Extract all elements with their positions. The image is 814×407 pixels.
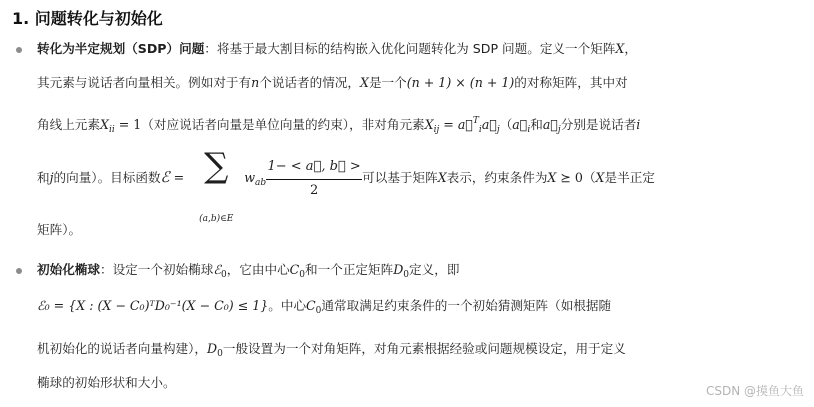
sdp-line-3 [37, 112, 640, 139]
sdp-line-1 [37, 40, 637, 58]
math-j: j [49, 170, 54, 185]
text: 一般设置为一个对角矩阵，对角元素根据经验或问题规模设定，用于定义 [222, 341, 626, 356]
section-heading: 1. 问题转化与初始化 [12, 9, 163, 28]
math-E0: ℰ [213, 262, 221, 277]
text: 的对称矩阵，其中对 [514, 75, 628, 90]
math-i: i [636, 117, 641, 132]
math-eq: = 1 [114, 117, 142, 132]
sdp-line-2 [37, 74, 628, 92]
text: 个说话者的情况， [259, 75, 360, 90]
math-sub: 0 [217, 349, 223, 359]
math-sub: ab [254, 178, 267, 188]
math-aj: a⃗ [542, 117, 558, 132]
math-ellipsoid-formula: ℰ₀ = {X : (X − C₀)ᵀD₀⁻¹(X − C₀) ≤ 1} [37, 298, 269, 313]
math-C0: C [306, 298, 316, 313]
text: 和 [37, 170, 50, 185]
math-X: X [615, 41, 625, 56]
text: （对应说话者向量是单位向量的约束），非对角元素 [141, 117, 425, 132]
text: 椭球的初始形状和大小。 [37, 375, 176, 390]
fraction [266, 157, 362, 201]
math-ai: = a⃗ [439, 117, 473, 132]
sdp-line-5 [37, 221, 81, 239]
math-Xij: X [424, 117, 434, 132]
math-D0: D [207, 341, 218, 356]
init-title: 初始化椭球 [37, 262, 100, 277]
bullet-dot [16, 47, 22, 53]
math-sub: 0 [220, 270, 227, 280]
text: （ [499, 117, 513, 132]
math-Xii: X [99, 117, 109, 132]
text: 分别是说话者 [560, 117, 637, 132]
frac-denominator: 2 [309, 182, 319, 198]
text: ：设定一个初始椭球 [99, 262, 214, 277]
math-sub: ij [433, 125, 440, 135]
bullet-dot [16, 268, 22, 274]
text: 的向量）。目标函数 [53, 170, 161, 185]
math-aj: a⃗ [481, 117, 497, 132]
text: 机初始化的说话者向量构建）， [37, 341, 208, 356]
sdp-line-4 [37, 145, 655, 224]
math-X: X [595, 170, 605, 185]
frac-bar [266, 179, 362, 180]
text: 。中心 [268, 298, 307, 313]
text: ， [624, 41, 637, 56]
init-line-2 [37, 297, 611, 320]
text: 是一个 [368, 75, 407, 90]
math-n: n [251, 75, 260, 90]
math-sub: 0 [403, 270, 410, 280]
math-D0: D [393, 262, 404, 277]
init-line-4 [37, 374, 176, 392]
text: 表示，约束条件为 [446, 170, 548, 185]
frac-numerator: 1− < a⃗, b⃗ > [267, 158, 361, 174]
math-sub: 0 [315, 306, 322, 316]
watermark: CSDN @摸鱼大鱼 [705, 384, 804, 398]
text: 和一个正定矩阵 [305, 262, 394, 277]
text: 定义，即 [409, 262, 460, 277]
math-sub: j [557, 125, 561, 135]
math-sub: i [527, 125, 531, 135]
math-X: X [437, 170, 447, 185]
math-dimension: (n + 1) × (n + 1) [406, 75, 515, 90]
math-w: w [244, 170, 255, 185]
text: 是半正定 [604, 170, 655, 185]
math-sub: i [478, 125, 482, 135]
text: 角线上元素 [37, 117, 100, 132]
math-sub: ii [108, 125, 115, 135]
math-X: X [359, 75, 369, 90]
math-ai: a⃗ [512, 117, 528, 132]
text: 可以基于矩阵 [362, 170, 438, 185]
sum-subscript: (a,b)∈E [199, 213, 234, 224]
text: 矩阵）。 [37, 222, 82, 237]
sum-icon: ∑ [204, 145, 229, 186]
init-line-3 [37, 340, 626, 363]
math-sup: T [472, 116, 479, 126]
math-X: X [547, 170, 557, 185]
summation [188, 145, 244, 224]
math-sub: 0 [299, 270, 306, 280]
text: ，它由中心 [226, 262, 290, 277]
math-eq: = [169, 170, 189, 185]
text: 通常取满足约束条件的一个初始猜测矩阵（如根据随 [321, 298, 612, 313]
init-line-1 [37, 261, 459, 284]
text: 和 [530, 117, 543, 132]
text: （ [582, 170, 596, 185]
math-E: ℰ [160, 168, 170, 186]
sdp-title: 转化为半定规划（SDP）问题 [37, 41, 205, 56]
text: 其元素与说话者向量相关。例如对于有 [37, 75, 252, 90]
math-succ: ⪰ 0 [556, 170, 583, 185]
math-C0: C [289, 262, 300, 277]
math-sub: j [496, 125, 500, 135]
text: ：将基于最大割目标的结构嵌入优化问题转化为 SDP 问题。定义一个矩阵 [204, 41, 616, 56]
